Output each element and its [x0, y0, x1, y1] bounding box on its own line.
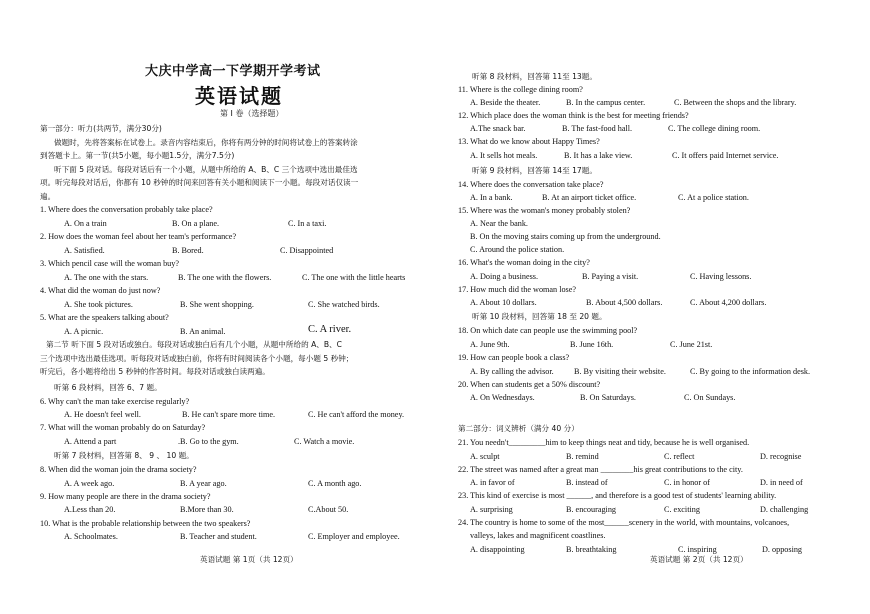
option-a: A. Doing a business.	[470, 272, 538, 281]
option-b: B. The fast-food hall.	[562, 124, 633, 133]
question-3: 3. Which pencil case will the woman buy?	[40, 259, 179, 268]
question-16: 16. What's the woman doing in the city?	[458, 258, 590, 267]
option-c: C. June 21st.	[670, 340, 713, 349]
option-b: .B. Go to the gym.	[178, 437, 239, 446]
question-8: 8. When did the woman join the drama society?	[40, 465, 197, 474]
dialogue-label: 听第 9 段材料，回答第 14至 17题。	[472, 166, 597, 175]
option-b: B. An animal.	[180, 327, 226, 336]
instruction-line: 遍。	[40, 192, 56, 201]
section2-instruction: 三个选项中选出最佳选项。听每段对话或独白前，你将有时间阅读各个小题，每小题 5 秒钟；	[40, 354, 354, 363]
option-c: C. exciting	[664, 505, 700, 514]
option-a: A. A week ago.	[64, 479, 115, 488]
question-4: 4. What did the woman do just now?	[40, 286, 161, 295]
option-a: A. In a bank.	[470, 193, 513, 202]
option-b: B. On the moving stairs coming up from the underground.	[470, 232, 661, 241]
option-c: C. Around the police station.	[470, 245, 565, 254]
option-a: A. Near the bank.	[470, 219, 528, 228]
option-b: B. By visiting their website.	[574, 367, 666, 376]
option-c: C. In a taxi.	[288, 219, 327, 228]
option-d: D. opposing	[762, 545, 803, 554]
option-c: C. By going to the information desk.	[690, 367, 811, 376]
option-c: C. Disappointed	[280, 246, 334, 255]
option-b: B. In the campus center.	[566, 98, 646, 107]
option-b: B. June 16th.	[570, 340, 614, 349]
option-b: B. instead of	[566, 478, 608, 487]
subject-title: 英语试题	[195, 84, 283, 108]
school-exam-title: 大庆中学高一下学期开学考试	[145, 64, 321, 79]
option-a: A. About 10 dollars.	[470, 298, 537, 307]
option-b: B. Teacher and student.	[180, 532, 257, 541]
dialogue-label: 听第 10 段材料，回答第 18 至 20 题。	[472, 312, 607, 321]
option-a: A. On a train	[64, 219, 107, 228]
question-2: 2. How does the woman feel about her team's performance?	[40, 232, 237, 241]
question-20: 20. When can students get a 50% discount?	[458, 380, 601, 389]
instruction-line: 听下面 5 段对话。每段对话后有一个小题，从题中所给的 A、B、C 三个选项中选出最佳选	[54, 165, 358, 174]
option-b: B. On Saturdays.	[580, 393, 636, 402]
option-c: C.About 50.	[308, 505, 349, 514]
part2-heading: 第二部分：词义辨析（满分 40 分）	[458, 424, 579, 433]
question-18: 18. On which date can people use the swimming pool?	[458, 326, 638, 335]
question-13: 13. What do we know about Happy Times?	[458, 137, 600, 146]
option-a: A.The snack bar.	[470, 124, 526, 133]
option-c: C. She watched birds.	[308, 300, 380, 309]
option-d: D. in need of	[760, 478, 803, 487]
option-c: C. inspiring	[678, 545, 717, 554]
instruction-line: 到答题卡上。第一节(共5小题，每小题1.5分，满分7.5分)	[40, 151, 235, 160]
option-b: B. A year ago.	[180, 479, 227, 488]
option-c: C. in honor of	[664, 478, 710, 487]
question-12: 12. Which place does the woman think is the best for meeting friends?	[458, 111, 689, 120]
page-footer: 英语试题 第 2页（共 12页）	[650, 555, 748, 564]
option-b: B. About 4,500 dollars.	[586, 298, 663, 307]
option-d: D. recognise	[760, 452, 802, 461]
option-c: C. On Sundays.	[684, 393, 736, 402]
option-a: A. Attend a part	[64, 437, 117, 446]
question-19: 19. How can people book a class?	[458, 353, 570, 362]
volume-label: 第 I 卷（选择题）	[220, 109, 284, 118]
question-23: 23. This kind of exercise is most ______, and therefore is a good test of students' learning ability.	[458, 491, 777, 500]
question-10: 10. What is the probable relationship between the two speakers?	[40, 519, 251, 528]
option-b: B. She went shopping.	[180, 300, 254, 309]
option-a: A. A picnic.	[64, 327, 104, 336]
question-11: 11. Where is the college dining room?	[458, 85, 583, 94]
option-c: C. It offers paid Internet service.	[672, 151, 779, 160]
option-b: B. Bored.	[172, 246, 204, 255]
dialogue-label: 听第 7 段材料，回答第 8、 9 、 10 题。	[54, 451, 194, 460]
option-a: A. June 9th.	[470, 340, 510, 349]
question-22: 22. The street was named after a great man ________his great contributions to the city.	[458, 465, 743, 474]
option-b: B. encouraging	[566, 505, 617, 514]
option-b: B. breathtaking	[566, 545, 617, 554]
option-c: C. He can't afford the money.	[308, 410, 405, 419]
option-b: B. It has a lake view.	[564, 151, 633, 160]
question-17: 17. How much did the woman lose?	[458, 285, 577, 294]
option-a: A. He doesn't feel well.	[64, 410, 141, 419]
option-a: A. disappointing	[470, 545, 525, 554]
option-c: C. Between the shops and the library.	[674, 98, 797, 107]
option-a: A. On Wednesdays.	[470, 393, 535, 402]
question-14: 14. Where does the conversation take place?	[458, 180, 604, 189]
option-b: B. Paying a visit.	[582, 272, 639, 281]
option-c: C. Watch a movie.	[294, 437, 355, 446]
instruction-line: 做题时，先将答案标在试卷上。录音内容结束后，你将有两分钟的时间将试卷上的答案转涂	[54, 138, 358, 147]
option-c: C. Employer and employee.	[308, 532, 400, 541]
option-c: C. About 4,200 dollars.	[690, 298, 767, 307]
option-c: C. The college dining room.	[668, 124, 761, 133]
dialogue-label: 听第 8 段材料，回答第 11至 13题。	[472, 72, 597, 81]
section2-instruction: 听完后，各小题将给出 5 秒钟的作答时间。每段对话或独白读两遍。	[40, 367, 270, 376]
question-24: 24. The country is home to some of the most______scenery in the world, with mountains, volcanoes,	[458, 518, 790, 527]
part1-heading: 第一部分：听力(共两节，满分30分)	[40, 124, 162, 133]
instruction-line: 项。听完每段对话后，你都有 10 秒钟的时间来回答有关小题和阅读下一小题。每段对话仅读一	[40, 178, 359, 187]
question-9: 9. How many people are there in the drama society?	[40, 492, 211, 501]
page-footer: 英语试题 第 1页（共 12页）	[200, 555, 298, 564]
option-c: C. The one with the little hearts	[302, 273, 406, 282]
option-a: A. in favor of	[470, 478, 515, 487]
option-c: C. At a police station.	[678, 193, 749, 202]
option-a: A.Less than 20.	[64, 505, 116, 514]
option-a: A. She took pictures.	[64, 300, 133, 309]
option-a: A. By calling the advisor.	[470, 367, 554, 376]
option-c: C. A river.	[308, 324, 352, 335]
option-b: B. The one with the flowers.	[178, 273, 272, 282]
question-21: 21. You needn't_________him to keep things neat and tidy, because he is well organised.	[458, 438, 750, 447]
option-a: A. Beside the theater.	[470, 98, 541, 107]
option-a: A. Schoolmates.	[64, 532, 118, 541]
dialogue-label: 听第 6 段材料，回答 6、7 题。	[54, 383, 162, 392]
question-6: 6. Why can't the man take exercise regularly?	[40, 397, 190, 406]
question-24-continued: valleys, lakes and magnificent coastlines.	[470, 531, 606, 540]
option-b: B. remind	[566, 452, 599, 461]
question-5: 5. What are the speakers talking about?	[40, 313, 169, 322]
option-a: A. It sells hot meals.	[470, 151, 538, 160]
option-a: A. surprising	[470, 505, 513, 514]
option-d: D. challenging	[760, 505, 809, 514]
option-b: B. At an airport ticket office.	[542, 193, 637, 202]
section2-instruction: 第二节 听下面 5 段对话或独白。每段对话或独白后有几个小题，从题中所给的 A、B、C	[46, 340, 342, 349]
question-15: 15. Where was the woman's money probably stolen?	[458, 206, 631, 215]
option-a: A. sculpt	[470, 452, 500, 461]
option-a: A. The one with the stars.	[64, 273, 149, 282]
option-c: C. A month ago.	[308, 479, 362, 488]
question-1: 1. Where does the conversation probably take place?	[40, 205, 213, 214]
question-7: 7. What will the woman probably do on Saturday?	[40, 423, 206, 432]
option-b: B. On a plane.	[172, 219, 220, 228]
option-b: B. He can't spare more time.	[182, 410, 276, 419]
option-a: A. Satisfied.	[64, 246, 105, 255]
option-b: B.More than 30.	[180, 505, 234, 514]
option-c: C. Having lessons.	[690, 272, 752, 281]
option-c: C. reflect	[664, 452, 695, 461]
